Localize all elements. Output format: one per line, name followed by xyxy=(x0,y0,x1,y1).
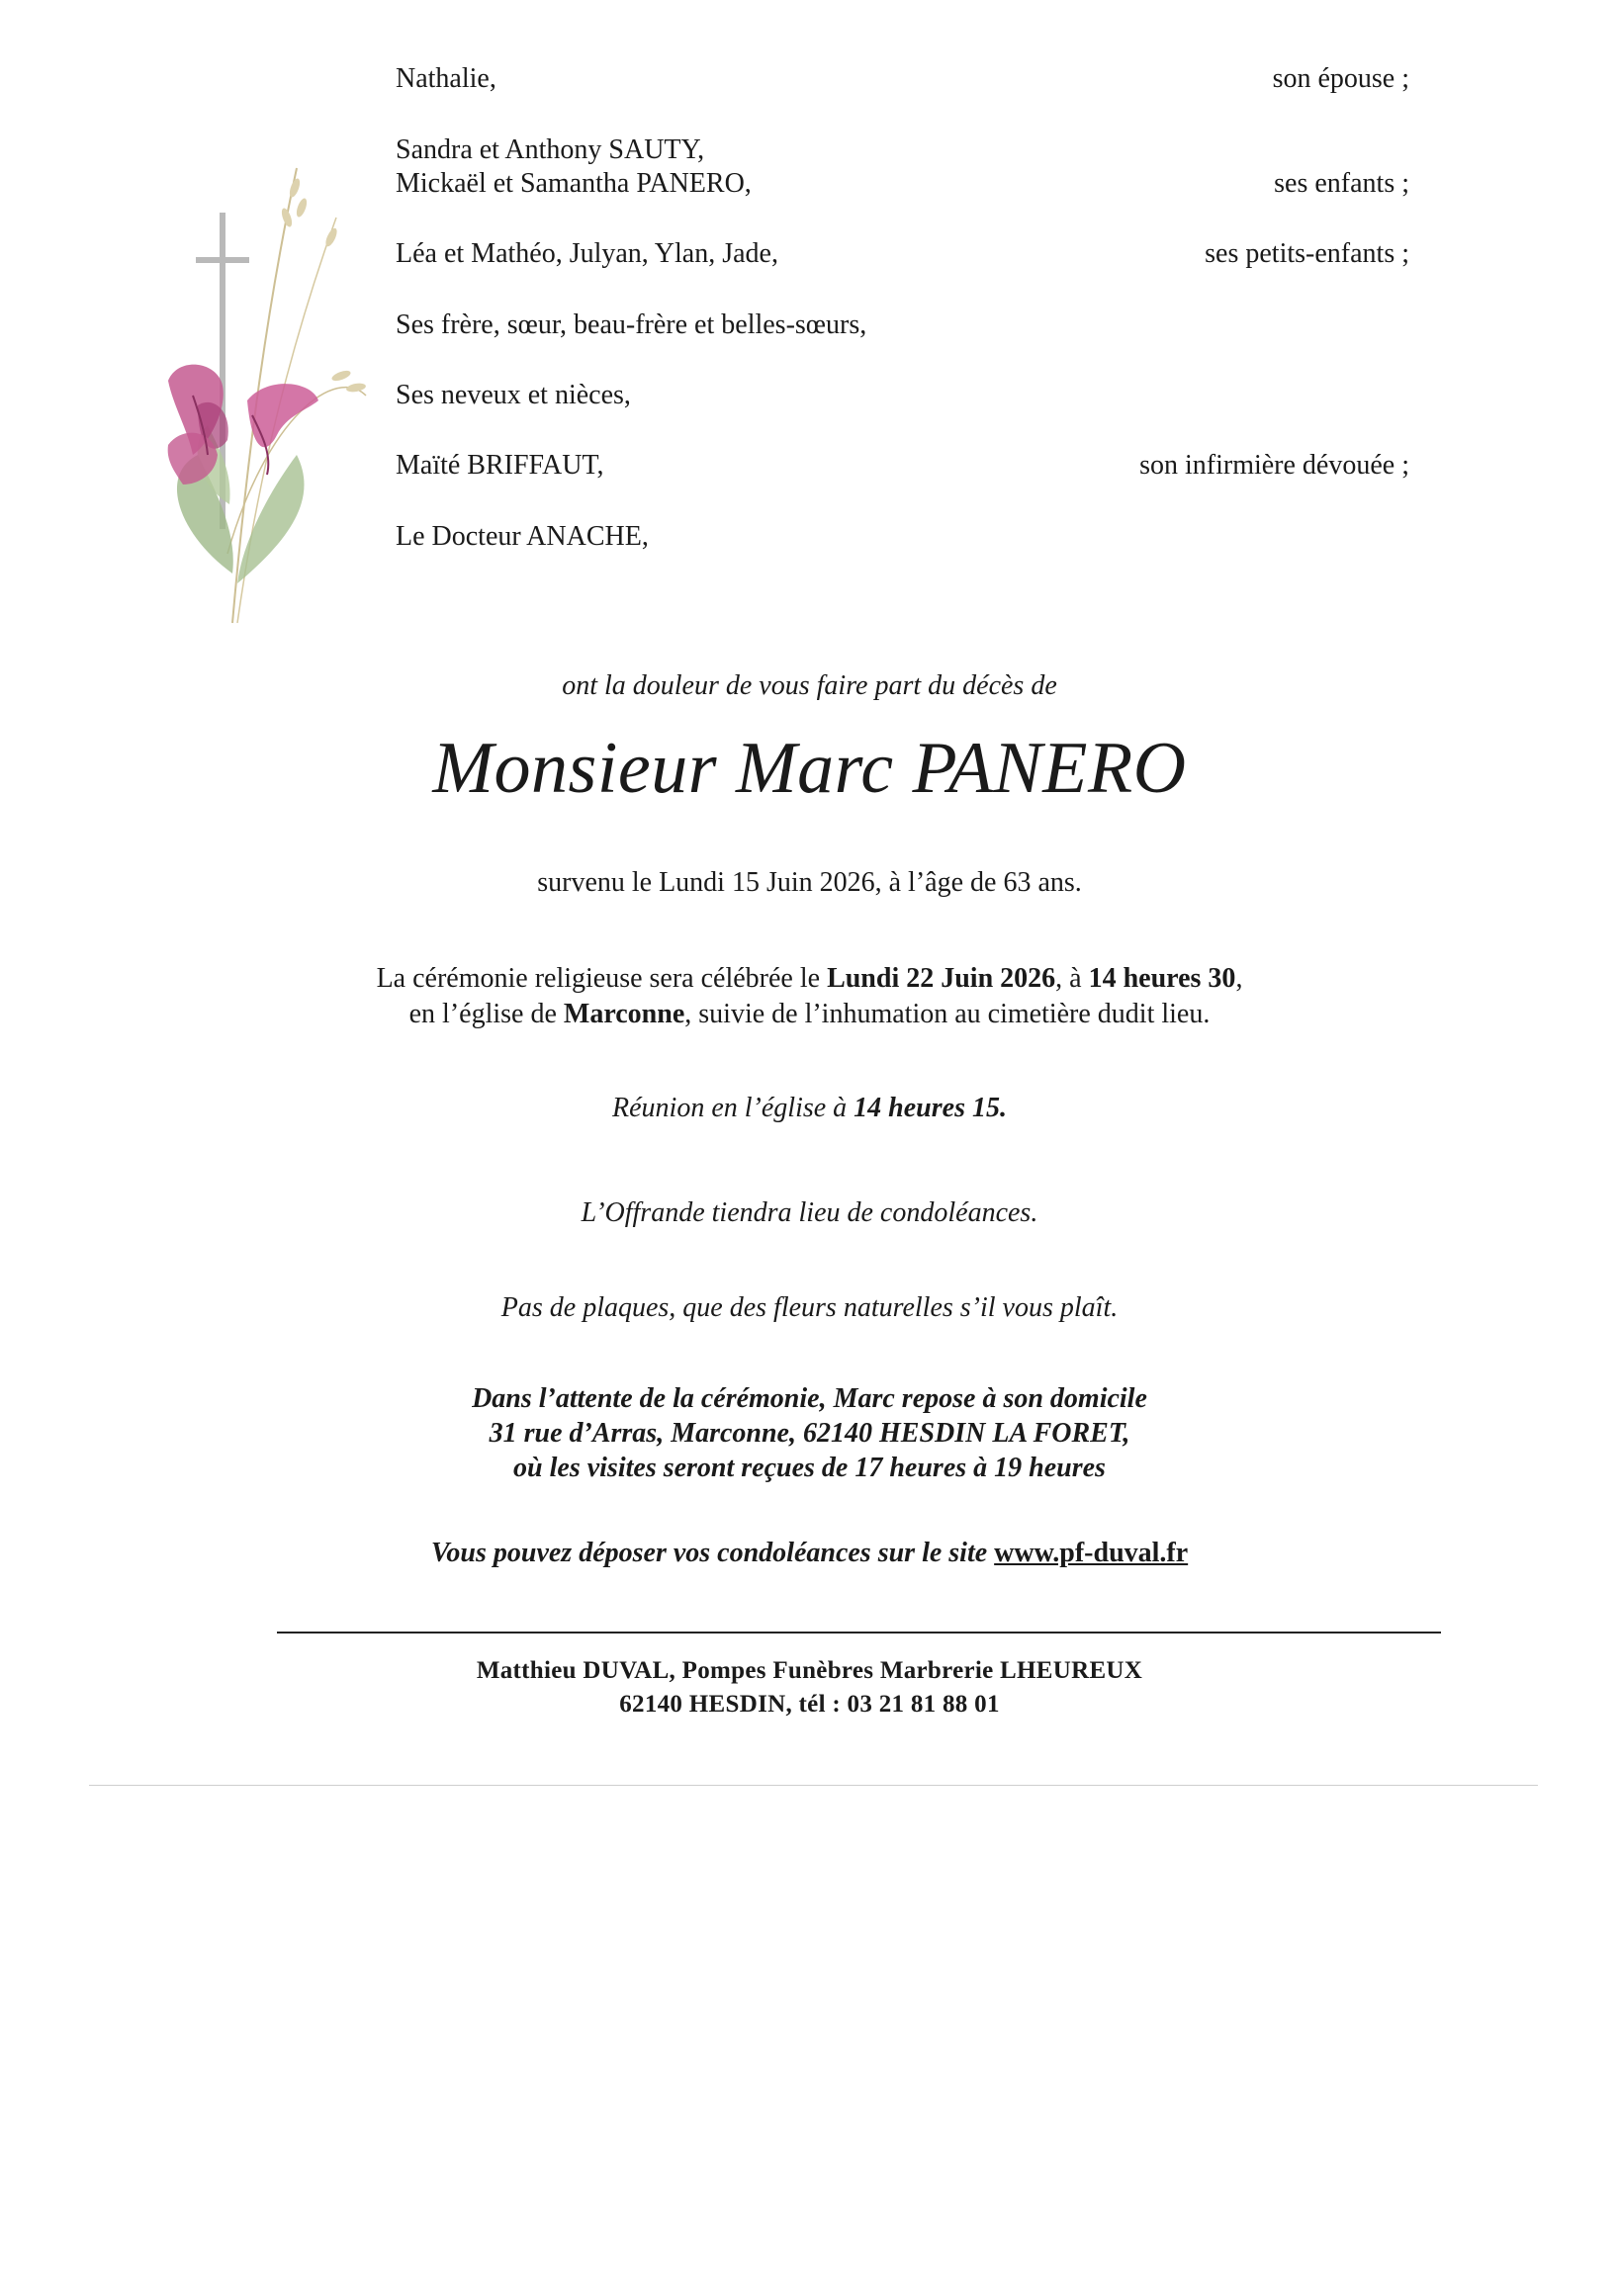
family-line xyxy=(396,132,1409,168)
condoleances-line xyxy=(0,1536,1619,1571)
ceremony-place: Marconne xyxy=(563,999,685,1029)
family-line xyxy=(396,519,1409,555)
family-line xyxy=(396,448,1409,484)
family-line xyxy=(396,236,1409,272)
family-relation: son épouse ; xyxy=(1272,63,1409,94)
reunion-line xyxy=(0,1091,1619,1126)
family-relation: ses petits-enfants ; xyxy=(1205,238,1409,269)
offrande-line: L’Offrande tiendra lieu de condoléances. xyxy=(581,1197,1038,1228)
repose-line: 31 rue d’Arras, Marconne, 62140 HESDIN LA FORET, xyxy=(489,1418,1130,1449)
page-edge-line xyxy=(89,1785,1538,1786)
family-name: Léa et Mathéo, Julyan, Ylan, Jade, xyxy=(396,238,778,269)
family-line xyxy=(396,61,1409,97)
footer-line: 62140 HESDIN, tél : 03 21 81 88 01 xyxy=(619,1691,1000,1718)
repose-line: où les visites seront reçues de 17 heures à 19 heures xyxy=(513,1453,1106,1483)
family-name: Ses neveux et nièces, xyxy=(396,380,631,410)
website-link[interactable]: www.pf-duval.fr xyxy=(994,1538,1189,1568)
death-details: survenu le Lundi 15 Juin 2026, à l’âge de 63 ans. xyxy=(537,867,1082,898)
ceremony-time: 14 heures 30 xyxy=(1088,963,1236,994)
family-relation: ses enfants ; xyxy=(1274,168,1409,199)
ceremony-text: en l’église de xyxy=(408,999,564,1029)
footer-line: Matthieu DUVAL, Pompes Funèbres Marbrerie LHEUREUX xyxy=(476,1657,1143,1684)
condoleances-text: Vous pouvez déposer vos condoléances sur le site xyxy=(430,1538,995,1568)
family-line xyxy=(396,308,1409,343)
deceased-name: Monsieur Marc PANERO xyxy=(432,728,1187,809)
family-name: Ses frère, sœur, beau-frère et belles-sœurs, xyxy=(396,309,867,340)
ceremony-text: , suivie de l’inhumation au cimetière dudit lieu. xyxy=(684,999,1211,1029)
family-name: Nathalie, xyxy=(396,63,496,94)
family-name: Sandra et Anthony SAUTY, xyxy=(396,134,705,165)
footer-divider xyxy=(277,1632,1441,1634)
ceremony-date: Lundi 22 Juin 2026 xyxy=(827,963,1056,994)
ceremony-line-2 xyxy=(0,997,1619,1032)
ceremony-line-1 xyxy=(0,961,1619,997)
ceremony-text: , xyxy=(1235,963,1243,994)
announcement-intro: ont la douleur de vous faire part du décès de xyxy=(562,670,1057,701)
floral-cross-ornament xyxy=(138,158,376,643)
family-name: Maïté BRIFFAUT, xyxy=(396,450,604,481)
family-line xyxy=(396,166,1409,202)
reunion-text: Réunion en l’église à xyxy=(612,1093,854,1123)
reunion-time: 14 heures 15. xyxy=(854,1093,1007,1123)
ceremony-text: La cérémonie religieuse sera célébrée le xyxy=(376,963,828,994)
family-name: Le Docteur ANACHE, xyxy=(396,521,649,552)
plaques-line: Pas de plaques, que des fleurs naturelles s’il vous plaît. xyxy=(500,1292,1119,1323)
family-line xyxy=(396,378,1409,413)
ceremony-text: , à xyxy=(1055,963,1089,994)
family-relation: son infirmière dévouée ; xyxy=(1139,450,1409,481)
family-name: Mickaël et Samantha PANERO, xyxy=(396,168,752,199)
repose-line: Dans l’attente de la cérémonie, Marc repose à son domicile xyxy=(472,1383,1147,1414)
